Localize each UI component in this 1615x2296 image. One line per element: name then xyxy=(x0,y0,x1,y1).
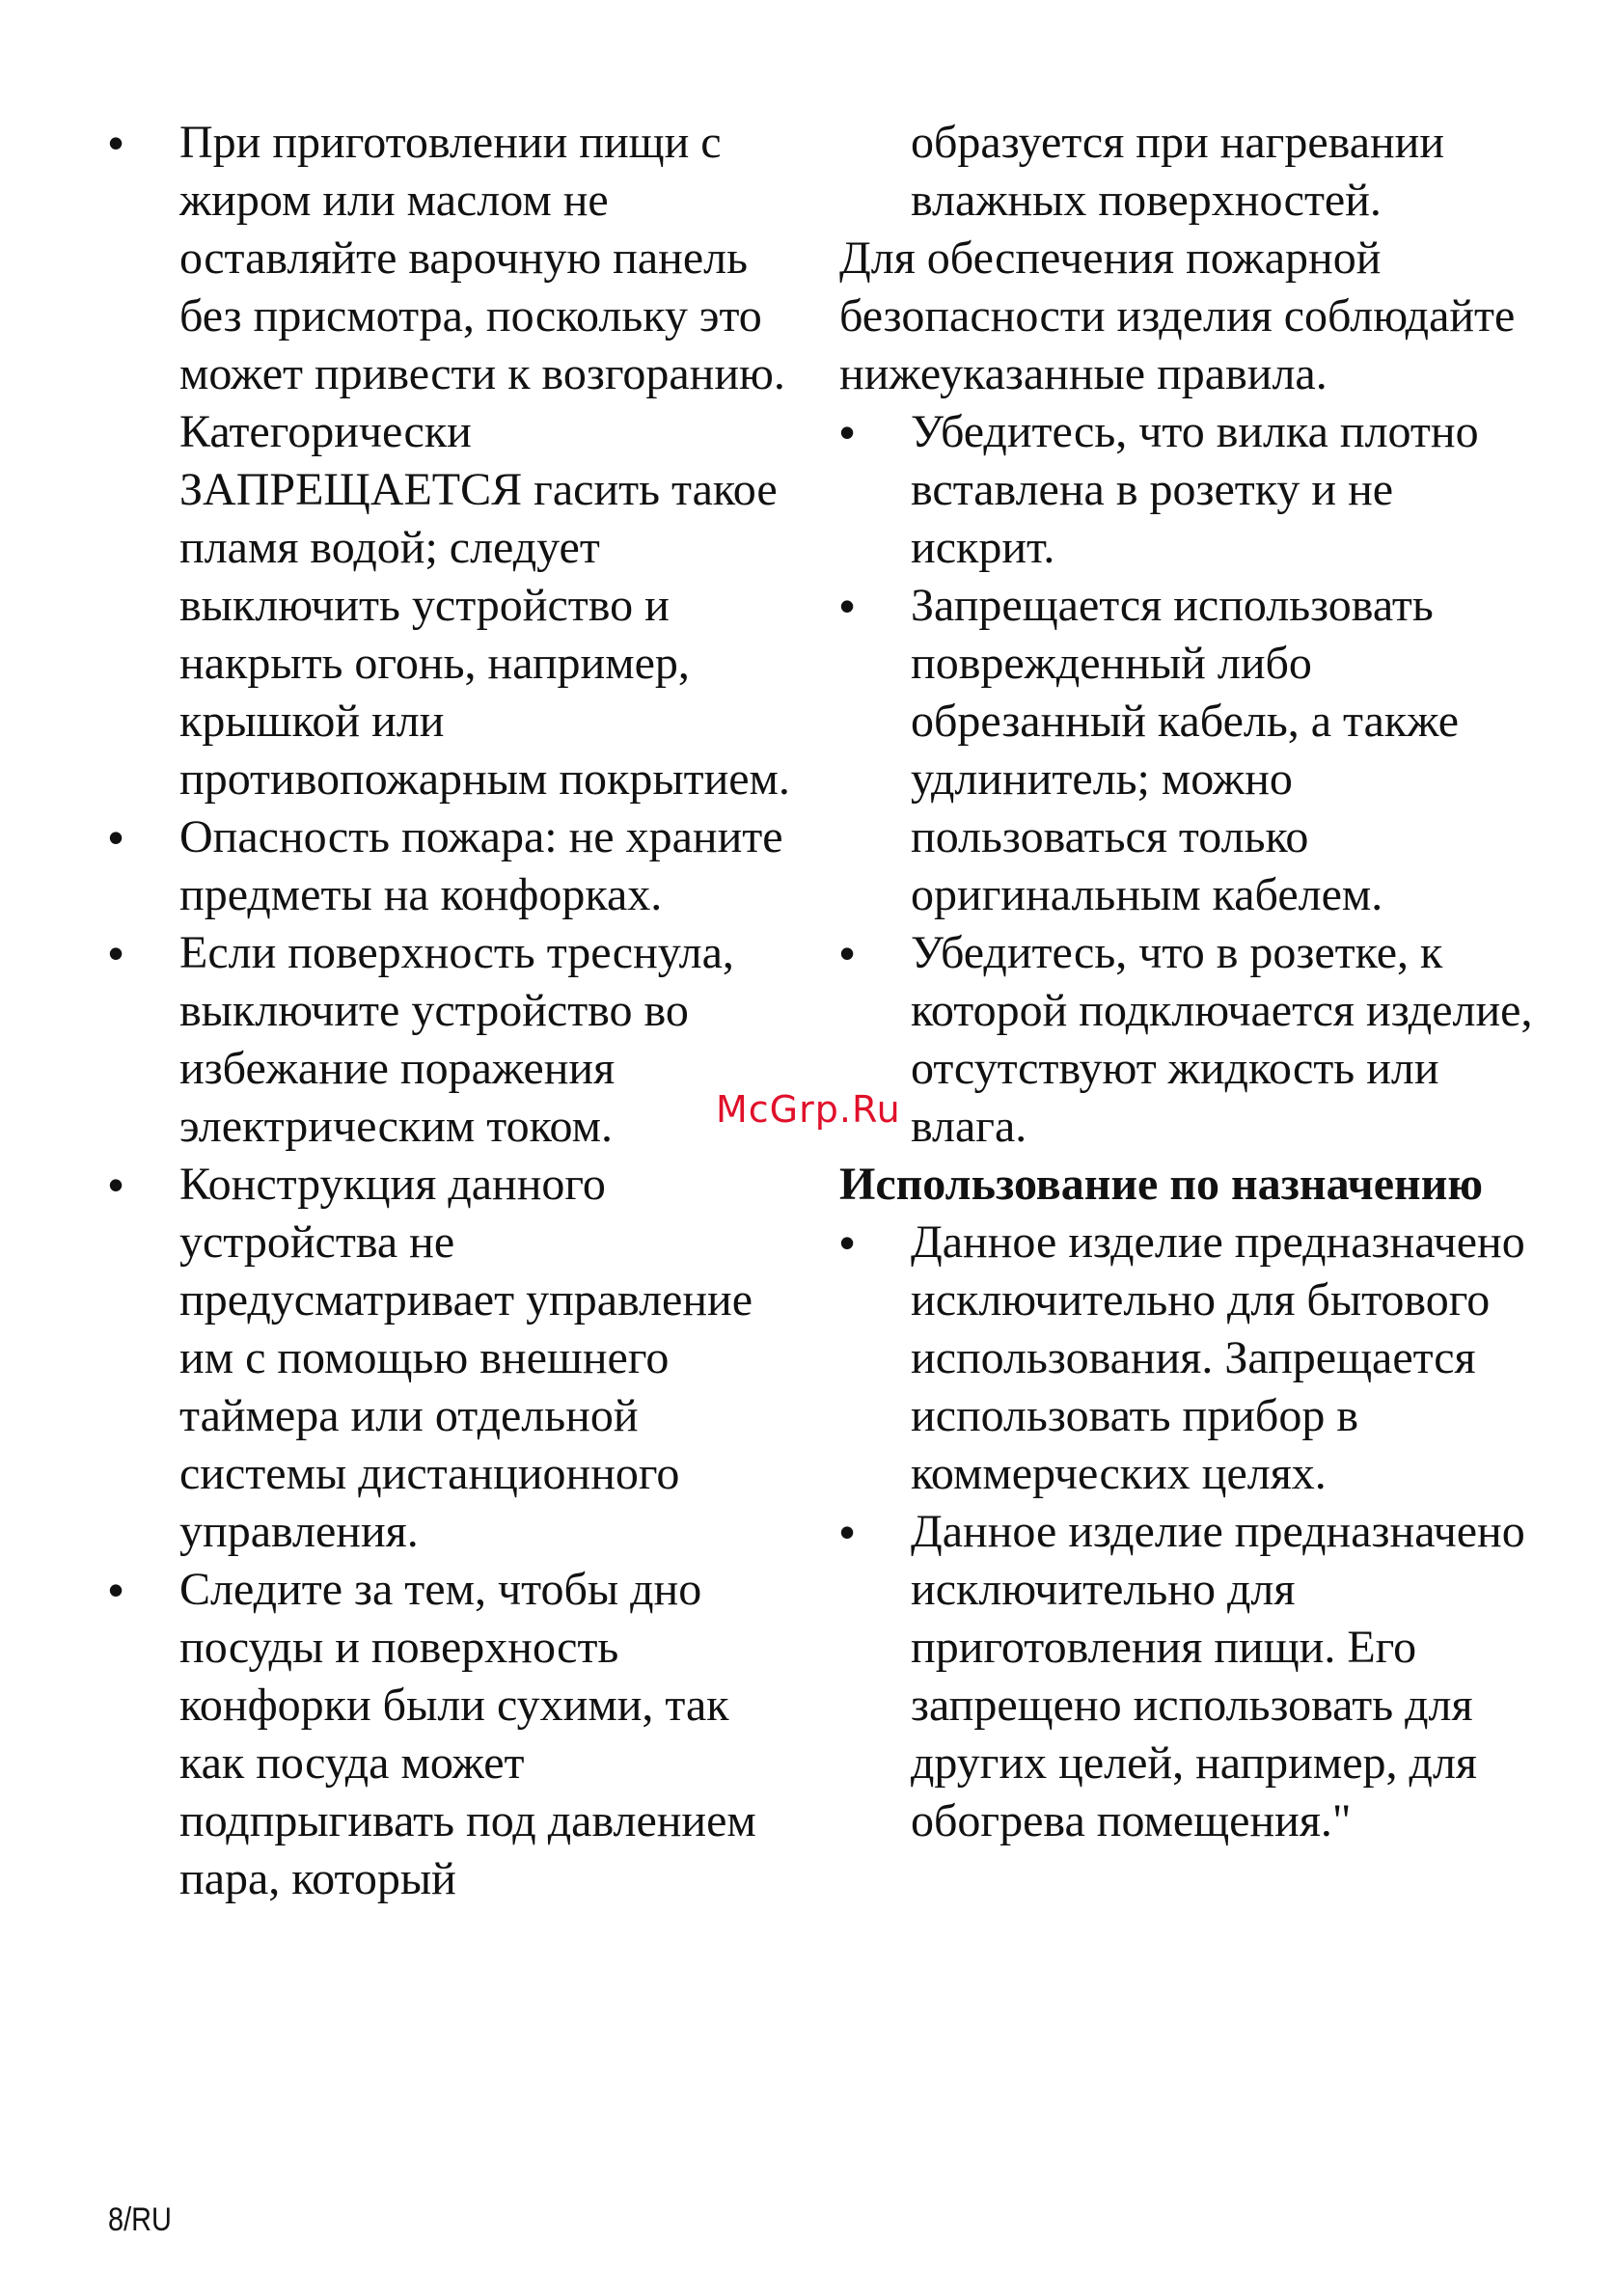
fire-safety-intro: Для обеспечения пожарной безопасности изделия соблюдайте нижеуказанные правила. xyxy=(839,232,1516,399)
left-column xyxy=(108,114,795,1908)
right-column xyxy=(839,114,1544,1850)
list-item: • Убедитесь, что вилка плотно вставлена в розетку и не искрит. xyxy=(839,403,1544,577)
page-number: 8/RU xyxy=(108,2201,172,2238)
safety-bullet-list xyxy=(108,114,795,1908)
list-item: • Запрещается использовать поврежденный либо обрезанный кабель, а также удлинитель; можно пользоваться только оригинальным кабелем. xyxy=(839,577,1544,924)
usage-bullet-list xyxy=(839,1214,1544,1850)
list-item: • Данное изделие предназначено исключительно для бытового использования. Запрещается использовать прибор в коммерческих целях. xyxy=(839,1214,1544,1503)
fire-safety-bullet-list xyxy=(839,403,1544,1156)
section-heading: Использование по назначению xyxy=(839,1159,1484,1210)
list-item: • При приготовлении пищи с жиром или маслом не оставляйте варочную панель без присмотра, поскольку это может привести к возгоранию. Категорически ЗАПРЕЩАЕТСЯ гасить такое пламя водой; следует выключить устройство и накрыть огонь, например, крышкой или противопожарным покрытием. xyxy=(108,114,795,808)
list-item: • Данное изделие предназначено исключительно для приготовления пищи. Его запрещено использовать для других целей, например, для обогрева помещения." xyxy=(839,1503,1544,1850)
list-item: • Убедитесь, что в розетке, к которой подключается изделие, отсутствуют жидкость или влага. xyxy=(839,924,1544,1156)
list-item: • Опасность пожара: не храните предметы на конфорках. xyxy=(108,808,795,924)
continued-bullet-text: образуется при нагревании влажных поверхностей. xyxy=(911,117,1445,226)
list-item: • Конструкция данного устройства не предусматривает управление им с помощью внешнего таймера или отдельной системы дистанционного управления. xyxy=(108,1156,795,1561)
list-item: • Если поверхность треснула, выключите устройство во избежание поражения электрическим током. xyxy=(108,924,795,1156)
watermark: McGrp.Ru xyxy=(716,1088,901,1131)
list-item: • Следите за тем, чтобы дно посуды и поверхность конфорки были сухими, так как посуда может подпрыгивать под давлением пара, который xyxy=(108,1561,795,1908)
